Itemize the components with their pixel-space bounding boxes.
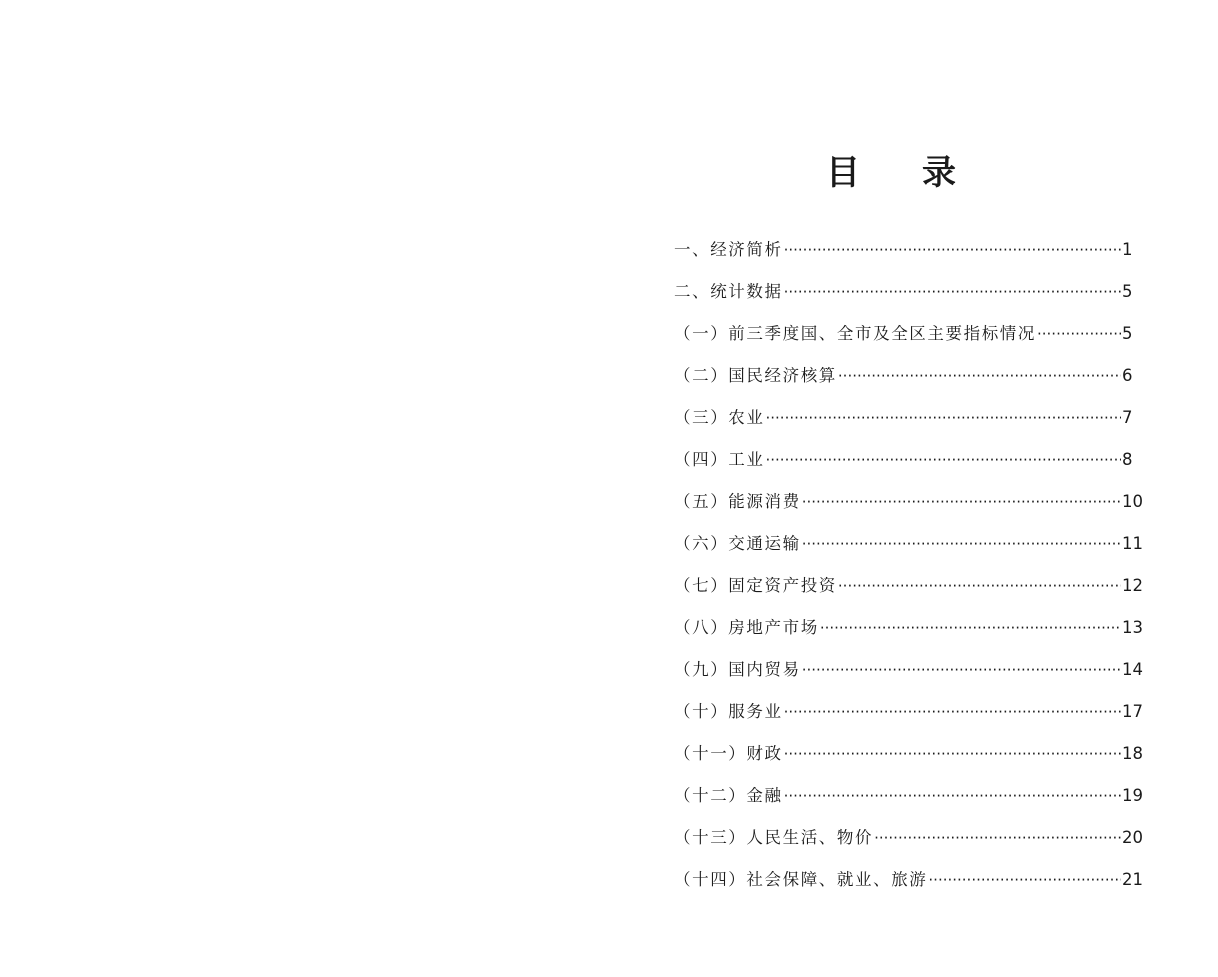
toc-entry-page: 21 xyxy=(1122,870,1143,889)
dot-leader xyxy=(802,483,1121,521)
page-title xyxy=(826,148,956,198)
toc-entry-label: （六）交通运输 xyxy=(674,534,801,553)
toc-entry-label: 二、统计数据 xyxy=(674,282,783,301)
toc-entry-economic-analysis[interactable] xyxy=(674,231,1144,273)
toc-entry-page: 19 xyxy=(1122,786,1143,805)
toc-entry-page: 12 xyxy=(1122,576,1143,595)
dot-leader xyxy=(802,651,1121,689)
toc-entry-banking[interactable] xyxy=(674,777,1144,819)
toc-entry-page: 20 xyxy=(1122,828,1143,847)
toc-entry-label: （四）工业 xyxy=(674,450,765,469)
dot-leader xyxy=(784,735,1121,773)
dot-leader xyxy=(784,693,1121,731)
dot-leader xyxy=(784,231,1121,269)
dot-leader xyxy=(838,357,1121,395)
toc-entry-label: （七）固定资产投资 xyxy=(674,576,837,595)
toc-entry-page: 10 xyxy=(1122,492,1143,511)
dot-leader xyxy=(784,777,1121,815)
toc-entry-page: 1 xyxy=(1122,240,1133,259)
toc-entry-statistical-data[interactable] xyxy=(674,273,1144,315)
toc-entry-transportation[interactable] xyxy=(674,525,1144,567)
toc-entry-industry[interactable] xyxy=(674,441,1144,483)
dot-leader xyxy=(802,525,1121,563)
dot-leader xyxy=(838,567,1121,605)
toc-entry-label: （二）国民经济核算 xyxy=(674,366,837,385)
toc-entry-domestic-trade[interactable] xyxy=(674,651,1144,693)
toc-entry-living-prices[interactable] xyxy=(674,819,1144,861)
table-of-contents xyxy=(674,231,1144,903)
dot-leader xyxy=(874,819,1121,857)
toc-entry-label: 一、经济简析 xyxy=(674,240,783,259)
toc-entry-label: （一）前三季度国、全市及全区主要指标情况 xyxy=(674,324,1036,343)
toc-entry-page: 14 xyxy=(1122,660,1143,679)
toc-entry-page: 17 xyxy=(1122,702,1143,721)
title-char-1: 目 xyxy=(826,153,860,193)
toc-entry-label: （三）农业 xyxy=(674,408,765,427)
toc-entry-label: （十一）财政 xyxy=(674,744,783,763)
toc-entry-services[interactable] xyxy=(674,693,1144,735)
toc-entry-fixed-asset-investment[interactable] xyxy=(674,567,1144,609)
toc-entry-real-estate[interactable] xyxy=(674,609,1144,651)
toc-entry-label: （十三）人民生活、物价 xyxy=(674,828,874,847)
toc-entry-energy-consumption[interactable] xyxy=(674,483,1144,525)
dot-leader xyxy=(766,399,1122,437)
toc-entry-main-indicators[interactable] xyxy=(674,315,1144,357)
toc-entry-label: （十四）社会保障、就业、旅游 xyxy=(674,870,928,889)
toc-entry-page: 8 xyxy=(1122,450,1133,469)
title-char-2: 录 xyxy=(922,153,956,193)
toc-entry-page: 7 xyxy=(1122,408,1133,427)
toc-entry-label: （九）国内贸易 xyxy=(674,660,801,679)
toc-entry-social-security[interactable] xyxy=(674,861,1144,903)
dot-leader xyxy=(1037,315,1121,353)
toc-entry-label: （十）服务业 xyxy=(674,702,783,721)
toc-entry-page: 13 xyxy=(1122,618,1143,637)
toc-entry-agriculture[interactable] xyxy=(674,399,1144,441)
dot-leader xyxy=(766,441,1122,479)
toc-entry-national-accounts[interactable] xyxy=(674,357,1144,399)
dot-leader xyxy=(820,609,1121,647)
toc-entry-label: （五）能源消费 xyxy=(674,492,801,511)
toc-entry-page: 11 xyxy=(1122,534,1143,553)
toc-entry-label: （八）房地产市场 xyxy=(674,618,819,637)
toc-entry-page: 18 xyxy=(1122,744,1143,763)
dot-leader xyxy=(928,861,1121,899)
toc-entry-finance-revenue[interactable] xyxy=(674,735,1144,777)
toc-entry-page: 6 xyxy=(1122,366,1133,385)
dot-leader xyxy=(784,273,1121,311)
toc-entry-page: 5 xyxy=(1122,282,1133,301)
toc-entry-page: 5 xyxy=(1122,324,1133,343)
toc-entry-label: （十二）金融 xyxy=(674,786,783,805)
